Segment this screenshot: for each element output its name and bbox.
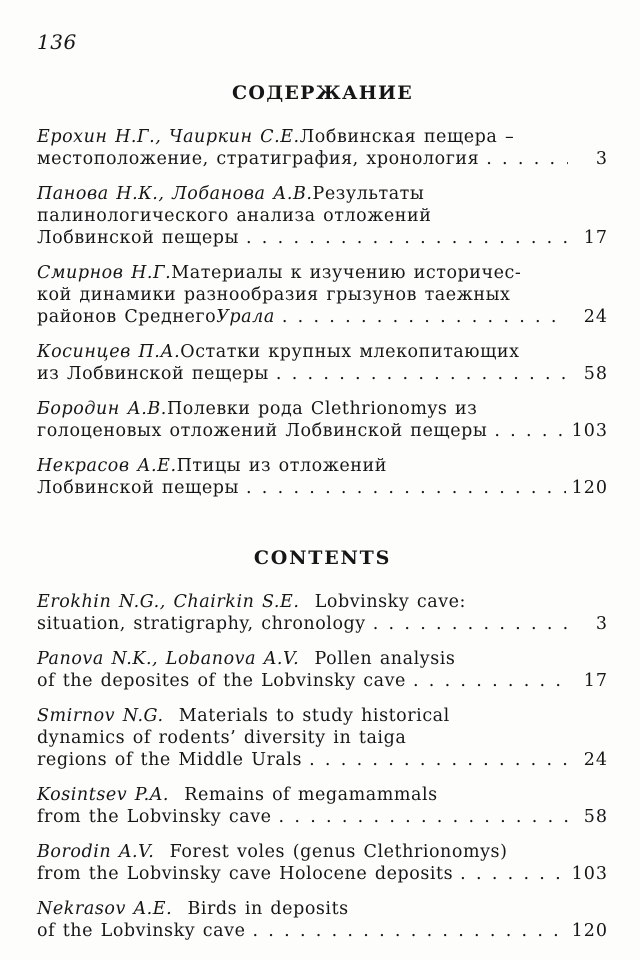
toc-entry-line <box>37 455 608 477</box>
toc-entry <box>37 648 608 692</box>
toc-entry-line <box>37 148 608 170</box>
entry-title-text: Результаты <box>312 184 425 204</box>
entry-title-text: Материалы к изучению историчес- <box>171 263 522 283</box>
toc-entry-line <box>37 898 608 920</box>
entry-author-names: Kosintsev P.A. <box>37 785 169 805</box>
toc-entry <box>37 455 608 499</box>
entry-title-text: Птицы из отложений <box>176 456 387 476</box>
toc-entry-line <box>37 841 608 863</box>
entry-author-names: Ерохин Н.Г., Чаиркин С.Е. <box>37 127 300 147</box>
entry-page-number: 24 <box>583 750 608 770</box>
entry-author-names: Бородин А.В. <box>37 399 167 419</box>
entry-author-names: Некрасов А.Е. <box>37 456 177 476</box>
entry-page-number: 3 <box>595 614 608 634</box>
toc-entry-line <box>37 613 608 635</box>
entry-title-text: situation, stratigraphy, chronology <box>37 614 366 634</box>
toc-entry-line <box>37 727 608 749</box>
entry-title-text: местоположение, стратиграфия, хронология <box>37 149 480 169</box>
toc-entry-line <box>37 284 608 306</box>
dot-leader <box>279 806 568 828</box>
dot-leader <box>460 863 565 885</box>
section-heading-russian: СОДЕРЖАНИЕ <box>231 82 414 104</box>
entry-page-number: 24 <box>583 307 608 327</box>
entry-title-text: из Лобвинской пещеры <box>37 364 269 384</box>
toc-section-english <box>37 546 608 942</box>
entry-title-text: голоценовых отложений Лобвинской пещеры <box>37 421 488 441</box>
entry-title-text: Pollen analysis <box>299 649 456 669</box>
toc-entry-line <box>37 262 608 284</box>
toc-entry-line <box>37 126 608 148</box>
dot-leader <box>373 613 568 635</box>
entry-page-number: 103 <box>571 421 608 441</box>
entry-title-text: regions of the Middle Urals <box>37 750 303 770</box>
toc-entry-line <box>37 920 608 942</box>
dot-leader <box>309 749 568 771</box>
entry-title-text: Лобвинской пещеры <box>37 478 239 498</box>
toc-entry-line <box>37 670 608 692</box>
entry-title-text: Birds in deposits <box>172 899 349 919</box>
entry-author-names: Smirnov N.G. <box>37 706 164 726</box>
dot-leader <box>486 148 568 170</box>
entry-author-names: Erokhin N.G., Chairkin S.E. <box>37 592 300 612</box>
toc-entry-line <box>37 863 608 885</box>
toc-entry-line <box>37 749 608 771</box>
toc-entry-line <box>37 306 608 328</box>
toc-entry-line <box>37 420 608 442</box>
entry-title-text: dynamics of rodents’ diversity in taiga <box>37 728 407 748</box>
toc-entry-line <box>37 183 608 205</box>
entry-author-names: Borodin A.V. <box>37 842 155 862</box>
toc-entry <box>37 705 608 771</box>
toc-entry <box>37 784 608 828</box>
entry-author-names: Panova N.K., Lobanova A.V. <box>37 649 300 669</box>
entry-author-names: Панова Н.К., Лобанова А.В. <box>37 184 313 204</box>
entry-page-number: 120 <box>571 921 608 941</box>
dot-leader <box>413 670 568 692</box>
toc-entry <box>37 262 608 328</box>
entry-title-text: from the Lobvinsky cave <box>37 807 272 827</box>
dot-leader <box>252 920 565 942</box>
dot-leader <box>246 227 568 249</box>
toc-entry-line <box>37 477 608 499</box>
dot-leader <box>246 477 566 499</box>
toc-entry-line <box>37 398 608 420</box>
dot-leader <box>282 306 568 328</box>
entry-title-text: of the Lobvinsky cave <box>37 921 246 941</box>
page-number: 136 <box>37 30 77 54</box>
entry-page-number: 58 <box>583 807 608 827</box>
toc-section-russian <box>37 81 608 499</box>
entry-title-text: Forest voles (genus Clethrionomys) <box>154 842 508 862</box>
entry-title-text: Lobvinsky cave: <box>299 592 466 612</box>
entry-title-text: районов Среднего <box>37 307 217 327</box>
toc-entry-line <box>37 341 608 363</box>
entry-page-number: 58 <box>583 364 608 384</box>
entry-author-names: Смирнов Н.Г. <box>37 263 172 283</box>
entry-author-names: Nekrasov A.E. <box>37 899 173 919</box>
entry-title-text: Лобвинской пещеры <box>37 228 239 248</box>
toc-entry <box>37 591 608 635</box>
entry-title-text: кой динамики разнообразия грызунов таежных <box>37 285 511 305</box>
entry-page-number: 17 <box>583 228 608 248</box>
toc-entry <box>37 126 608 170</box>
dot-leader <box>494 420 565 442</box>
toc-entry-line <box>37 648 608 670</box>
entry-title-text: Остатки крупных млекопитающих <box>180 342 520 362</box>
entry-author-names: Косинцев П.А. <box>37 342 181 362</box>
entry-title-text: Remains of megamammals <box>169 785 438 805</box>
toc-entry-line <box>37 591 608 613</box>
entry-author-names: Урала <box>216 307 275 327</box>
toc-entry-line <box>37 363 608 385</box>
entry-page-number: 17 <box>583 671 608 691</box>
toc-entry <box>37 398 608 442</box>
entry-title-text: палинологического анализа отложений <box>37 206 432 226</box>
toc-entry-line <box>37 705 608 727</box>
entry-page-number: 120 <box>571 478 608 498</box>
entry-title-text: of the deposites of the Lobvinsky cave <box>37 671 406 691</box>
entry-title-text: from the Lobvinsky cave Holocene deposits <box>37 864 454 884</box>
toc-entry-line <box>37 806 608 828</box>
entry-title-text: Лобвинская пещера – <box>299 127 515 147</box>
entry-page-number: 103 <box>571 864 608 884</box>
entry-page-number: 3 <box>595 149 608 169</box>
toc-entry <box>37 341 608 385</box>
toc-entries-english <box>37 591 608 942</box>
toc-entry <box>37 898 608 942</box>
toc-entry <box>37 183 608 249</box>
dot-leader <box>276 363 568 385</box>
toc-entry-line <box>37 227 608 249</box>
section-heading-english: CONTENTS <box>253 547 392 569</box>
toc-entries-russian <box>37 126 608 499</box>
toc-entry-line <box>37 205 608 227</box>
toc-entry <box>37 841 608 885</box>
entry-title-text: Полевки рода Clethrionomys из <box>166 399 478 419</box>
entry-title-text: Materials to study historical <box>163 706 450 726</box>
toc-entry-line <box>37 784 608 806</box>
